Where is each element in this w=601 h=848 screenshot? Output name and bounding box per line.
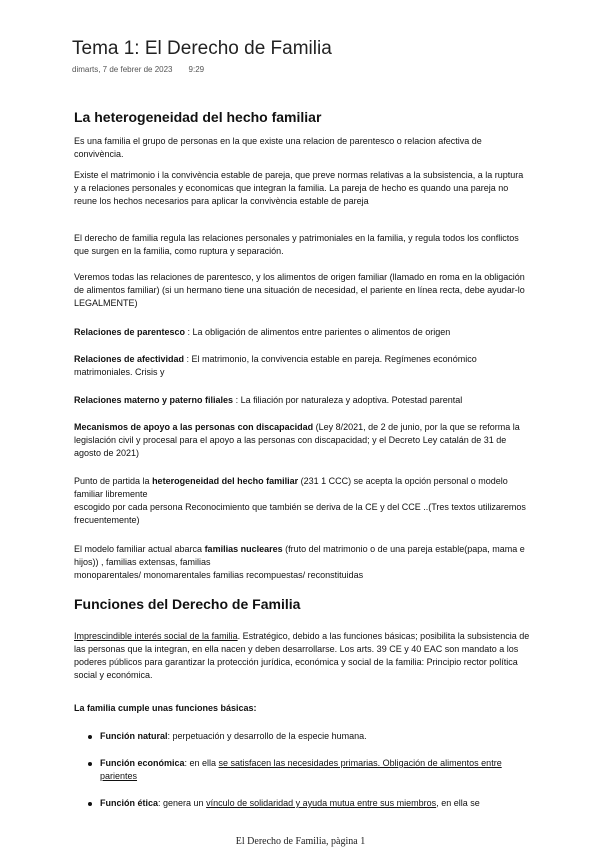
term-relaciones-filiales: Relaciones materno y paterno filiales xyxy=(74,395,234,405)
section-heading-heterogeneidad: La heterogeneidad del hecho familiar xyxy=(74,109,322,125)
bullet-icon xyxy=(88,802,92,806)
paragraph-interes-social: Imprescindible interés social de la familia. Estratégico, debido a las funciones básicas; posibilita la subsistencia de las personas que la integran, en ella nacen y deben desarrollarse. Los arts. 39 CE y 40 EAC son mandato a los poderes públicos para garantizar la protección jurídica, económica y social de la familia: Principio rector política social y económica. xyxy=(74,631,530,680)
paragraph-modelo-familiar: El modelo familiar actual abarca familias nucleares (fruto del matrimonio o de una pareja estable(papa, mama e hijos)) , familias extensas, familias monoparentales/ monomarentales familias recompuestas/ reconstituidas xyxy=(74,544,525,580)
page-time: 9:29 xyxy=(188,65,205,74)
page-footer: El Derecho de Familia, pàgina 1 xyxy=(235,836,366,847)
paragraph-relaciones-parentesco: Relaciones de parentesco : La obligación de alimentos entre parientes o alimentos de origen xyxy=(74,327,451,337)
paragraph-matrimonio: Existe el matrimonio i la convivència estable de pareja, que preve normas relativas a la subsistencia, a la ruptura y a relaciones personales y economicas que integran la familia. La pareja de hecho es quando una pareja no reune los hechos necesarios para aplicar la convivència estable de pareja xyxy=(74,170,524,206)
paragraph-punto-partida: Punto de partida la heterogeneidad del hecho familiar (231 1 CCC) se acepta la opción personal o modelo familiar libremente escogido por cada persona Reconocimiento que también se deriva de la CE y del CCE ..(Tres textos utilizaremos frecuentemente) xyxy=(74,476,526,525)
list-item-funcion-economica: Función económica: en ella se satisfacen las necesidades primarias. Obligación de alimentos entre parientes xyxy=(100,758,502,781)
term-relaciones-parentesco: Relaciones de parentesco xyxy=(74,327,186,337)
link-like-interes-social: Imprescindible interés social de la familia xyxy=(74,631,238,641)
paragraph-relaciones-filiales: Relaciones materno y paterno filiales : La filiación por naturaleza y adoptiva. Potestad parental xyxy=(74,395,463,405)
term-heterogeneidad: heterogeneidad del hecho familiar xyxy=(152,476,299,486)
section-heading-funciones: Funciones del Derecho de Familia xyxy=(74,596,301,612)
paragraph-definition: Es una familia el grupo de personas en la que existe una relacion de parentesco o relacion afectiva de convivència. xyxy=(74,136,482,159)
bullet-icon xyxy=(88,735,92,739)
paragraph-derecho-familia: El derecho de familia regula las relaciones personales y patrimoniales en la familia, y regula todos los conflictos que surgen en la familia, como ruptura y separación. xyxy=(74,233,519,256)
paragraph-parentesco-alimentos: Veremos todas las relaciones de parentesco, y los alimentos de origen familiar (llamado en roma en la obligación de alimentos familiar) (si un hermano tiene una situación de necesidad, el pariente en línea recta, debe ayudar-lo LEGALMENTE) xyxy=(74,272,525,308)
term-familias-nucleares: familias nucleares xyxy=(204,544,283,554)
paragraph-mecanismos-apoyo: Mecanismos de apoyo a las personas con discapacidad (Ley 8/2021, de 2 de junio, por la que se reforma la legislación civil y procesal para el apoyo a las personas con discapacidad; y el Decreto Ley catalán de 31 de agosto de 2021) xyxy=(74,422,520,458)
bullet-icon xyxy=(88,762,92,766)
list-item-funcion-etica: Función ética: genera un vínculo de solidaridad y ayuda mutua entre sus miembros, en ella se xyxy=(100,798,480,808)
term-relaciones-afectividad: Relaciones de afectividad xyxy=(74,354,185,364)
page-title: Tema 1: El Derecho de Familia xyxy=(72,38,332,59)
page-meta xyxy=(72,65,204,74)
list-item-funcion-natural: Función natural: perpetuación y desarrollo de la especie humana. xyxy=(100,731,367,741)
term-mecanismos-apoyo: Mecanismos de apoyo a las personas con discapacidad xyxy=(74,422,314,432)
paragraph-relaciones-afectividad: Relaciones de afectividad : El matrimonio, la convivencia estable en pareja. Regímenes económico matrimoniales. Crisis y xyxy=(74,354,477,377)
page-date: dimarts, 7 de febrer de 2023 xyxy=(72,65,173,74)
paragraph-funciones-basicas: La familia cumple unas funciones básicas: xyxy=(74,703,257,713)
